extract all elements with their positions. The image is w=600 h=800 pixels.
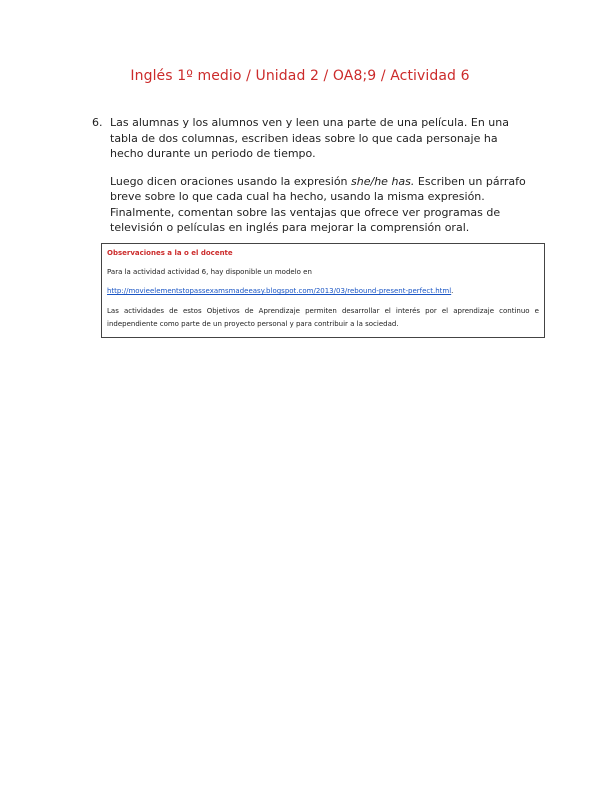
notes-link-line: [107, 286, 539, 296]
model-link[interactable]: http://movieelementstopassexamsmadeeasy.blogspot.com/2013/03/rebound-present-perfect.html: [107, 287, 452, 295]
page-title: Inglés 1º medio / Unidad 2 / OA8;9 / Actividad 6: [130, 68, 470, 84]
activity-paragraph-2: [110, 174, 532, 236]
notes-text: Las actividades de estos Objetivos de Aprendizaje permiten desarrollar el interés por el aprendizaje continuo e independiente como parte de un proyecto personal y para contribuir a la sociedad.: [107, 307, 539, 328]
notes-model-line: Para la actividad actividad 6, hay disponible un modelo en: [107, 268, 312, 276]
activity-section: [92, 115, 532, 236]
notes-title: Observaciones a la o el docente: [107, 249, 233, 257]
link-suffix: .: [451, 287, 454, 295]
paragraph-2-end: Escriben un párrafo breve sobre lo que cada cual ha hecho, usando la misma expresión. Finalmente, comentan sobre las ventajas que ofrece ver programas de televisión o películas en inglés para mejorar la comprensión oral.: [110, 174, 526, 234]
activity-paragraph-1: Las alumnas y los alumnos ven y leen una parte de una película. En una tabla de dos columnas, escriben ideas sobre lo que cada personaje ha hecho durante un periodo de tiempo.: [110, 116, 509, 160]
paragraph-2-emphasis: she/he has.: [351, 174, 415, 188]
activity-number: 6.: [92, 116, 103, 129]
paragraph-2-start: Luego dicen oraciones usando la expresión: [110, 174, 352, 188]
teacher-notes-box: [101, 243, 545, 338]
